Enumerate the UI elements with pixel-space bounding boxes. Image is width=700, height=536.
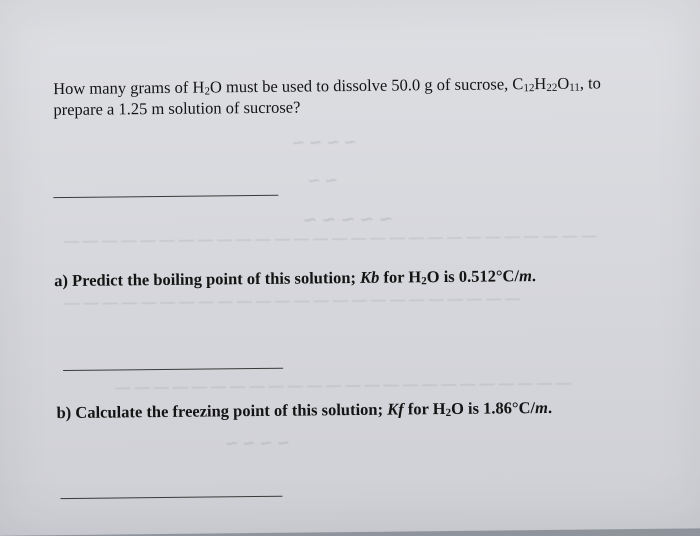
question-a: [54, 265, 536, 291]
show-through-marks: ~ ~ ~ ~: [225, 432, 290, 456]
question-b-constant: Kf: [387, 399, 404, 419]
question-a-text: for H: [379, 267, 422, 287]
show-through-marks: ~ ~: [308, 170, 338, 193]
show-through-marks: — — — — — — — — — — — — — — — — — — — — — — — — — — — —: [63, 227, 597, 251]
question-b-end: .: [547, 397, 553, 417]
q1-subscript: 22: [546, 81, 558, 94]
question-1-line-2: prepare a 1.25 m solution of sucrose?: [53, 97, 301, 120]
question-1-line-1: [53, 72, 601, 99]
question-a-text: O is 0.512°C/: [426, 266, 520, 287]
question-b-text: for H: [403, 399, 446, 419]
answer-line-1: [53, 195, 278, 198]
question-b: [56, 397, 552, 423]
show-through-marks: — — — — — — — — — — — — — — — — — — — — — — — —: [115, 374, 572, 397]
question-b-label: b): [56, 402, 72, 423]
answer-line-a: [63, 368, 283, 371]
question-a-label: a): [54, 270, 69, 291]
q1-text: O: [557, 73, 570, 93]
show-through-marks: — — — — — — — — — — — — — — — — — — — — — — — —: [64, 290, 521, 313]
q1-subscript: 2: [204, 85, 211, 98]
q1-subscript: 11: [569, 81, 580, 94]
question-a-constant: Kb: [359, 267, 380, 287]
question-a-subscript: 2: [421, 275, 427, 288]
question-b-text: O is 1.86°C/: [450, 398, 536, 418]
q1-text: O must be used to dissolve 50.0 g of sucrose, C: [209, 74, 524, 97]
question-a-end: .: [531, 266, 537, 286]
question-b-unit: m: [534, 397, 549, 418]
show-through-marks: ~ ~ ~ ~ ~: [303, 206, 393, 233]
q1-subscript: 12: [523, 82, 535, 95]
show-through-marks: ~ ~ ~ ~: [292, 131, 357, 155]
question-a-text: Predict the boiling point of this solution;: [67, 267, 361, 290]
question-a-unit: m: [518, 266, 532, 286]
q1-text: How many grams of H: [53, 77, 205, 99]
answer-line-b: [60, 496, 282, 499]
question-b-text: Calculate the freezing point of this solution;: [71, 399, 388, 422]
q1-text: H: [534, 73, 547, 94]
q1-text: , to: [579, 73, 601, 93]
question-b-subscript: 2: [445, 406, 452, 420]
